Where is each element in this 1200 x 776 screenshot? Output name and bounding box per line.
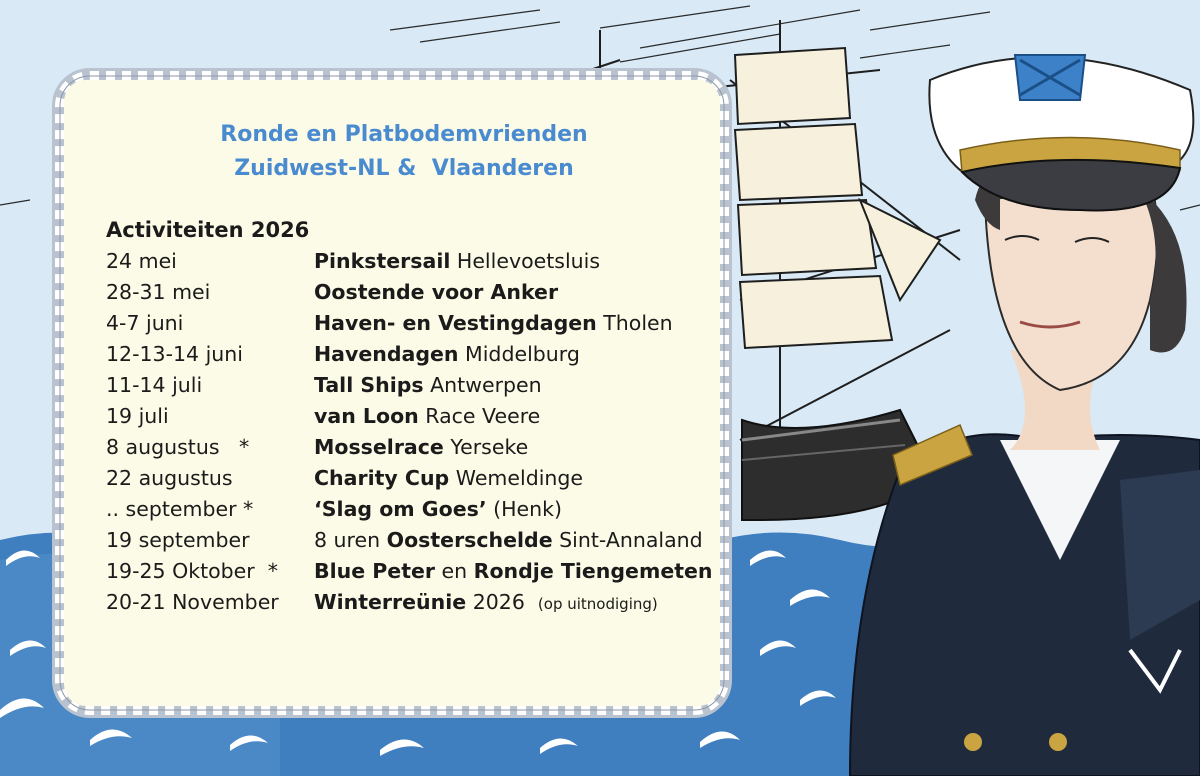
event-description <box>314 463 583 494</box>
cap-badge-icon <box>1015 55 1085 100</box>
event-detail: 8 uren <box>314 528 387 552</box>
schedule-row <box>106 556 713 587</box>
event-date: 4-7 juni <box>106 311 184 335</box>
schedule-title: Activiteiten 2026 <box>106 218 310 242</box>
schedule-row <box>106 401 713 432</box>
event-date: 11-14 juli <box>106 373 203 397</box>
event-name: Pinkstersail <box>314 249 451 273</box>
club-header <box>64 118 744 186</box>
event-detail: (op uitnodiging) <box>537 595 658 613</box>
event-date: .. september * <box>106 497 254 521</box>
event-description <box>314 525 703 556</box>
event-date: 19-25 Oktober * <box>106 559 279 583</box>
event-name: Winterreünie <box>314 590 467 614</box>
event-name: ‘Slag om Goes’ <box>314 497 487 521</box>
event-detail: Yerseke <box>443 435 529 459</box>
schedule-row <box>106 246 713 277</box>
event-date: 8 augustus * <box>106 435 250 459</box>
schedule-row <box>106 339 713 370</box>
event-name: Charity Cup <box>314 466 450 490</box>
event-description <box>314 370 542 401</box>
club-name: Ronde en Platbodemvrienden <box>220 122 588 147</box>
event-date: 24 mei <box>106 249 177 273</box>
event-detail: Antwerpen <box>423 373 542 397</box>
event-detail: Race Veere <box>418 404 541 428</box>
schedule-row <box>106 587 713 618</box>
event-name: Haven- en Vestingdagen <box>314 311 597 335</box>
event-name: Mosselrace <box>314 435 444 459</box>
schedule-row <box>106 370 713 401</box>
event-name: Blue Peter <box>314 559 436 583</box>
event-date: 19 juli <box>106 404 169 428</box>
schedule-row <box>106 463 713 494</box>
event-detail: Wemeldinge <box>449 466 584 490</box>
event-description <box>314 432 528 463</box>
event-date: 20-21 November <box>106 590 279 614</box>
event-name: van Loon <box>314 404 419 428</box>
schedule-row <box>106 494 713 525</box>
club-region: Zuidwest-NL & Vlaanderen <box>234 156 574 181</box>
schedule-row <box>106 308 713 339</box>
event-description <box>314 494 562 525</box>
event-description <box>314 401 540 432</box>
event-description <box>314 556 713 587</box>
event-name: Rondje Tiengemeten <box>473 559 713 583</box>
schedule-row <box>106 432 713 463</box>
event-detail: Hellevoetsluis <box>450 249 601 273</box>
activity-schedule <box>106 214 713 618</box>
event-detail: Tholen <box>596 311 673 335</box>
event-name: Havendagen <box>314 342 459 366</box>
event-description <box>314 308 673 339</box>
event-name: Oosterschelde <box>386 528 553 552</box>
event-description <box>314 277 558 308</box>
schedule-row <box>106 277 713 308</box>
event-date: 12-13-14 juni <box>106 342 243 366</box>
schedule-rows <box>106 246 713 618</box>
event-name: Oostende voor Anker <box>314 280 559 304</box>
event-description <box>314 339 580 370</box>
event-description <box>314 246 600 277</box>
event-name: Tall Ships <box>314 373 424 397</box>
schedule-row <box>106 525 713 556</box>
event-date: 28-31 mei <box>106 280 211 304</box>
event-detail: en <box>435 559 474 583</box>
event-date: 22 augustus <box>106 466 233 490</box>
event-description <box>314 587 658 620</box>
event-detail: 2026 <box>466 590 538 614</box>
event-date: 19 september <box>106 528 250 552</box>
event-detail: Sint-Annaland <box>552 528 703 552</box>
event-detail: (Henk) <box>486 497 563 521</box>
event-detail: Middelburg <box>458 342 580 366</box>
